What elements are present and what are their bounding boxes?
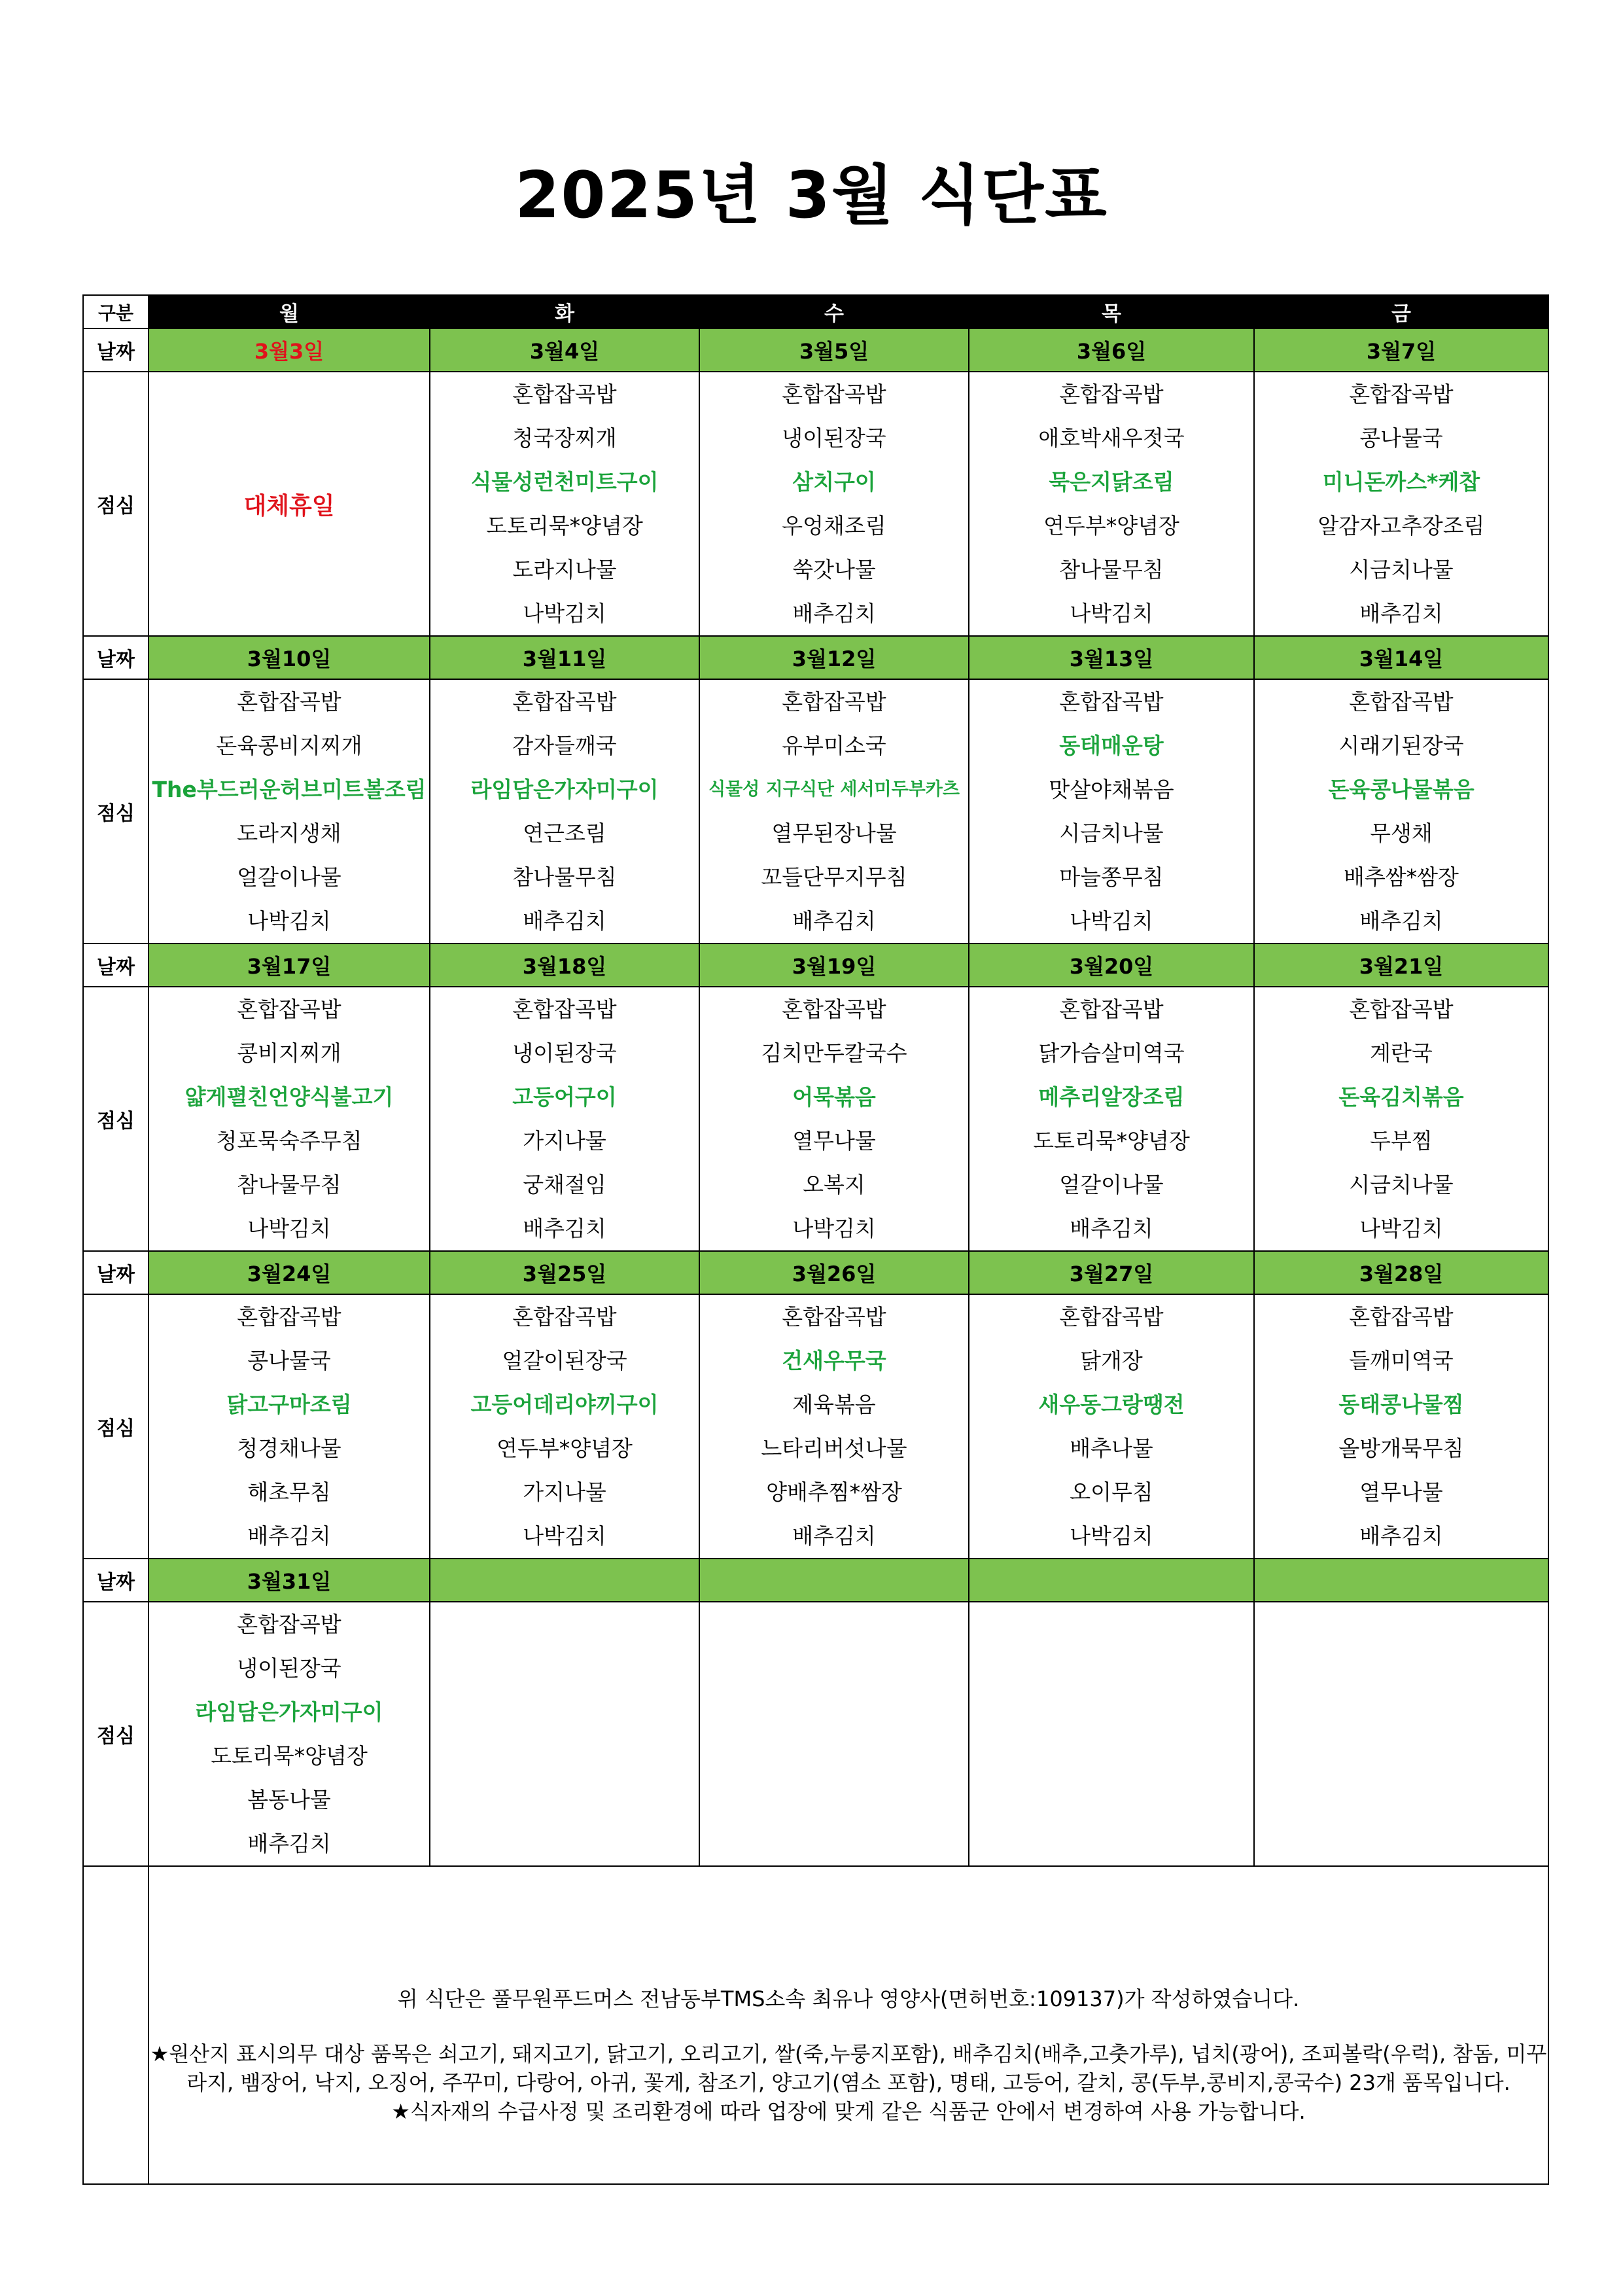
dish-item: 나박김치 [523,601,606,626]
date-cell: 3월28일 [1254,1251,1548,1294]
menu-cell [1254,1294,1548,1559]
dish-item: 배추김치 [247,1523,331,1549]
dish-item: 가지나물 [523,1128,606,1154]
dish-item: 무생채 [1370,821,1433,846]
dish-item: 봄동나물 [247,1787,331,1812]
dish-item: 돈육콩나물볶음 [1328,777,1475,802]
dish-item: 청경채나물 [237,1436,341,1461]
dish-item: 건새우무국 [782,1348,886,1373]
lunch-row [83,1294,1548,1559]
dish-item: 도토리묵*양념장 [1033,1128,1190,1154]
dish-item: 나박김치 [1359,1216,1443,1241]
menu-cell [430,372,699,636]
menu-cell [969,1294,1254,1559]
lunch-row-label: 점심 [83,679,148,944]
dish-item: 궁채절임 [523,1172,606,1197]
dish-item: 배추김치 [792,908,876,934]
dish-item: 배추김치 [523,1216,606,1241]
dish-item: 참나물무침 [237,1172,341,1197]
dish-item: 가지나물 [523,1479,606,1505]
dish-item: 청포묵숙주무침 [216,1128,362,1154]
date-cell: 3월13일 [969,636,1254,679]
dish-item: 콩나물국 [247,1348,331,1373]
day-header-thu: 목 [969,295,1254,328]
lunch-row-label: 점심 [83,987,148,1251]
dish-item: 열무나물 [792,1128,876,1154]
date-row-label: 날짜 [83,944,148,987]
date-cell [1254,1559,1548,1602]
lunch-row-label: 점심 [83,372,148,636]
date-cell: 3월21일 [1254,944,1548,987]
dish-item: 식물성런천미트구이 [470,469,659,495]
date-cell: 3월31일 [148,1559,430,1602]
dish-item: 얼갈이된장국 [502,1348,627,1373]
date-row-label: 날짜 [83,1251,148,1294]
dish-item: 동태콩나물찜 [1338,1392,1464,1417]
dish-item: 혼합잡곡밥 [782,381,886,407]
dish-item: 새우동그랑땡전 [1038,1392,1185,1417]
date-cell: 3월17일 [148,944,430,987]
dish-item: 양배추찜*쌈장 [766,1479,902,1505]
dish-item: 돈육콩비지찌개 [216,733,362,758]
dish-item: 마늘쫑무침 [1059,864,1164,890]
dish-item: 라임담은가자미구이 [195,1699,383,1725]
dish-item: 혼합잡곡밥 [512,381,617,407]
dish-item: 두부찜 [1370,1128,1433,1154]
date-cell: 3월19일 [699,944,969,987]
dish-item: 나박김치 [792,1216,876,1241]
dish-item: 알감자고추장조림 [1318,513,1485,539]
date-cell [969,1559,1254,1602]
date-cell: 3월20일 [969,944,1254,987]
dish-item: 혼합잡곡밥 [512,1304,617,1330]
dish-item: 맛살야채볶음 [1049,777,1174,802]
dish-item: 돈육김치볶음 [1338,1084,1464,1110]
dish-item: 혼합잡곡밥 [237,689,341,715]
dish-item: 나박김치 [523,1523,606,1549]
dish-item: 애호박새우젓국 [1038,425,1185,451]
date-cell: 3월25일 [430,1251,699,1294]
date-row [83,636,1548,679]
dish-item: 배추김치 [792,1523,876,1549]
dish-item: 얇게펼친언양식불고기 [184,1084,394,1110]
menu-cell [699,1602,969,1866]
menu-cell [430,1602,699,1866]
dish-item: 연근조림 [523,821,606,846]
dish-item: 들깨미역국 [1349,1348,1454,1373]
dish-item: 혼합잡곡밥 [1059,1304,1164,1330]
menu-cell [148,1602,430,1866]
date-cell: 3월14일 [1254,636,1548,679]
dish-item: 혼합잡곡밥 [1349,689,1454,715]
dish-item: 배추김치 [1359,601,1443,626]
menu-cell [969,372,1254,636]
dish-item: 동태매운탕 [1059,733,1164,758]
notes-label-cell [83,1866,148,2184]
dish-item: 느타리버섯나물 [761,1436,907,1461]
date-row [83,1559,1548,1602]
dish-item: 참나물무침 [1059,557,1164,582]
menu-cell [969,1602,1254,1866]
menu-cell [699,372,969,636]
dish-item: 해초무침 [247,1479,331,1505]
dish-item: 배추쌈*쌈장 [1344,864,1459,890]
dish-item: 닭가슴살미역국 [1038,1040,1185,1066]
lunch-row [83,1602,1548,1866]
menu-cell [430,679,699,944]
dish-item: 연두부*양념장 [497,1436,633,1461]
menu-cell [1254,987,1548,1251]
dish-item: 유부미소국 [782,733,886,758]
menu-cell [1254,679,1548,944]
dish-item: 우엉채조림 [782,513,886,539]
date-cell: 3월11일 [430,636,699,679]
menu-cell [1254,372,1548,636]
dish-item: 어묵볶음 [792,1084,876,1110]
date-cell [430,1559,699,1602]
dish-item: 계란국 [1370,1040,1433,1066]
menu-cell [699,679,969,944]
dish-item: 제육볶음 [792,1392,876,1417]
dish-item: 도라지생채 [237,821,341,846]
dish-item: 혼합잡곡밥 [1349,1304,1454,1330]
dish-item: 배추김치 [247,1831,331,1856]
dish-item: 시금치나물 [1349,557,1454,582]
dish-item: 혼합잡곡밥 [237,1612,341,1637]
menu-cell [430,987,699,1251]
day-header-tue: 화 [430,295,699,328]
dish-item: 열무나물 [1359,1479,1443,1505]
dish-item: 혼합잡곡밥 [1059,381,1164,407]
date-cell: 3월6일 [969,328,1254,372]
dish-item: 연두부*양념장 [1043,513,1179,539]
dish-item: 올방개묵무침 [1338,1436,1464,1461]
lunch-row-label: 점심 [83,1602,148,1866]
dish-item: 혼합잡곡밥 [782,689,886,715]
lunch-row [83,987,1548,1251]
page-title: 2025년 3월 식단표 [515,158,1108,233]
day-header-mon: 월 [148,295,430,328]
dish-item: 시금치나물 [1059,821,1164,846]
dish-item: 라임담은가자미구이 [470,777,659,802]
dish-item: 감자들깨국 [512,733,617,758]
dish-item: 혼합잡곡밥 [1349,997,1454,1022]
date-row [83,1251,1548,1294]
change-note: ★식자재의 수급사정 및 조리환경에 따라 업장에 맞게 같은 식품군 안에서 변경하여 사용 가능합니다. [391,2099,1306,2124]
date-row [83,328,1548,372]
dish-item: 식물성 지구식단 세서미두부카츠 [708,779,960,800]
dish-item: 시금치나물 [1349,1172,1454,1197]
dish-item: 콩나물국 [1359,425,1443,451]
dish-item: 얼갈이나물 [1059,1172,1164,1197]
date-cell: 3월7일 [1254,328,1548,372]
menu-cell [148,987,430,1251]
holiday-label: 대체휴일 [243,492,335,520]
menu-cell [699,1294,969,1559]
dish-item: 꼬들단무지무침 [761,864,907,890]
dish-item: 배추김치 [1070,1216,1153,1241]
dish-item: 고등어데리야끼구이 [470,1392,659,1417]
dish-item: 배추김치 [1359,908,1443,934]
dish-item: The부드러운허브미트볼조림 [152,777,427,802]
date-row-label: 날짜 [83,636,148,679]
notes-row [83,1866,1548,2184]
dish-item: 나박김치 [247,908,331,934]
dish-item: 미니돈까스*케찹 [1322,469,1480,495]
dish-item: 닭고구마조림 [226,1392,352,1417]
dish-item: 혼합잡곡밥 [782,997,886,1022]
dish-item: 배추나물 [1070,1436,1153,1461]
dish-item: 혼합잡곡밥 [237,997,341,1022]
date-cell: 3월10일 [148,636,430,679]
date-row-label: 날짜 [83,1559,148,1602]
menu-cell [1254,1602,1548,1866]
author-note: 위 식단은 풀무원푸드머스 전남동부TMS소속 최유나 영양사(면허번호:109137)가 작성하였습니다. [397,1987,1300,2011]
dish-item: 냉이된장국 [237,1655,341,1681]
date-row [83,944,1548,987]
dish-item: 나박김치 [247,1216,331,1241]
dish-item: 냉이된장국 [782,425,886,451]
date-cell: 3월12일 [699,636,969,679]
dish-item: 혼합잡곡밥 [782,1304,886,1330]
dish-item: 시래기된장국 [1338,733,1464,758]
dish-item: 도토리묵*양념장 [211,1743,368,1769]
dish-item: 참나물무침 [512,864,617,890]
date-cell: 3월18일 [430,944,699,987]
dish-item: 김치만두칼국수 [761,1040,907,1066]
day-header-wed: 수 [699,295,969,328]
menu-cell [699,987,969,1251]
dish-item: 삼치구이 [792,469,876,495]
dish-item: 쑥갓나물 [792,557,876,582]
date-cell: 3월27일 [969,1251,1254,1294]
dish-item: 배추김치 [1359,1523,1443,1549]
dish-item: 도토리묵*양념장 [486,513,643,539]
menu-cell [148,679,430,944]
menu-cell [148,372,430,636]
dish-item: 혼합잡곡밥 [1059,689,1164,715]
dish-item: 오복지 [803,1172,865,1197]
dish-item: 나박김치 [1070,1523,1153,1549]
dish-item: 얼갈이나물 [237,864,341,890]
lunch-row [83,679,1548,944]
menu-cell [148,1294,430,1559]
dish-item: 혼합잡곡밥 [512,997,617,1022]
dish-item: 혼합잡곡밥 [512,689,617,715]
date-cell: 3월3일 [148,328,430,372]
menu-table [82,294,1549,2185]
date-cell: 3월26일 [699,1251,969,1294]
date-cell: 3월4일 [430,328,699,372]
dish-item: 닭개장 [1080,1348,1143,1373]
day-header-row [83,295,1548,328]
dish-item: 나박김치 [1070,908,1153,934]
dish-item: 혼합잡곡밥 [1059,997,1164,1022]
dish-item: 나박김치 [1070,601,1153,626]
dish-item: 배추김치 [792,601,876,626]
dish-item: 오이무침 [1070,1479,1153,1505]
dish-item: 냉이된장국 [512,1040,617,1066]
date-cell: 3월24일 [148,1251,430,1294]
dish-item: 혼합잡곡밥 [1349,381,1454,407]
dish-item: 청국장찌개 [512,425,617,451]
day-header-fri: 금 [1254,295,1548,328]
lunch-row [83,372,1548,636]
dish-item: 묵은지닭조림 [1049,469,1174,495]
date-row-label: 날짜 [83,328,148,372]
menu-cell [430,1294,699,1559]
origin-note: ★원산지 표시의무 대상 품목은 쇠고기, 돼지고기, 닭고기, 오리고기, 쌀(죽,누룽지포함), 배추김치(배추,고춧가루), 넙치(광어), 조피볼락(우럭), 참돔, 미꾸라지, 뱀장어, 낙지, 오징어, 주꾸미, 다랑어, 아귀, 꽃게, 참조기, 양고기(염소 포함), 명태, 고등어, 갈치, 콩(두부,콩비지,콩국수) 23개 품목입니다. [150,2041,1547,2095]
dish-item: 도라지나물 [512,557,617,582]
date-cell [699,1559,969,1602]
dish-item: 배추김치 [523,908,606,934]
dish-item: 열무된장나물 [771,821,897,846]
header-label: 구분 [83,295,148,328]
dish-item: 콩비지찌개 [237,1040,341,1066]
lunch-row-label: 점심 [83,1294,148,1559]
date-cell: 3월5일 [699,328,969,372]
menu-cell [969,679,1254,944]
dish-item: 메추리알장조림 [1038,1084,1185,1110]
dish-item: 고등어구이 [512,1084,617,1110]
dish-item: 혼합잡곡밥 [237,1304,341,1330]
notes-cell [148,1866,1548,2184]
menu-cell [969,987,1254,1251]
